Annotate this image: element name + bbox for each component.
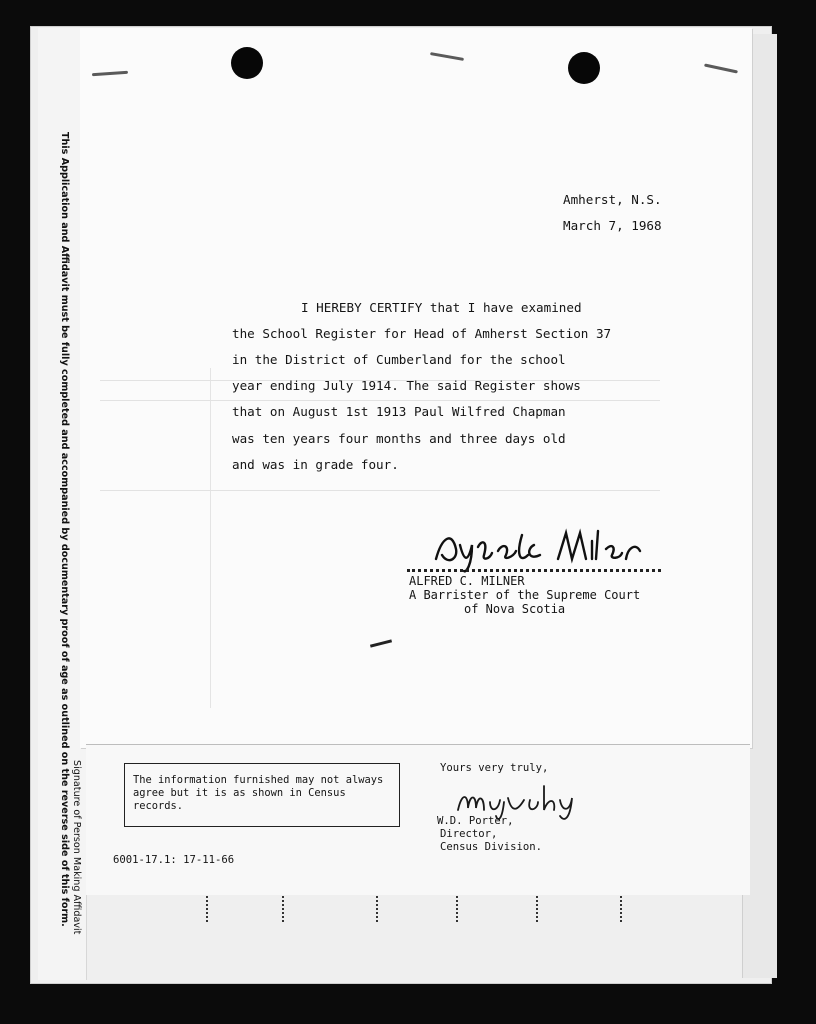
signer-title: A Barrister of the Supreme Court	[409, 588, 641, 602]
signer-title-jurisdiction: of Nova Scotia	[464, 602, 566, 616]
closing-salutation: Yours very truly,	[440, 762, 549, 774]
director-name: W.D. Porter,	[437, 815, 514, 827]
punch-hole-right	[568, 52, 600, 84]
barrister-signature	[430, 515, 680, 575]
punch-hole-left	[231, 47, 263, 79]
form-number: 6001-17.1: 17-11-66	[113, 854, 235, 866]
certificate-line: in the District of Cumberland for the school	[232, 352, 566, 367]
certificate-line: I HEREBY CERTIFY that I have examined	[301, 300, 582, 315]
signature-line	[407, 569, 661, 572]
certificate-line: was ten years four months and three days old	[232, 431, 566, 446]
signer-name: ALFRED C. MILNER	[409, 574, 525, 588]
certificate-line: and was in grade four.	[232, 457, 399, 472]
letter-place: Amherst, N.S.	[563, 192, 662, 207]
certificate-line: that on August 1st 1913 Paul Wilfred Chapman	[232, 404, 566, 419]
affidavit-signature-label: Signature of Person Making Affidavit	[71, 760, 82, 935]
census-information-notice: The information furnished may not always agree but it is as shown in Census records.	[124, 763, 400, 827]
affidavit-form-columns	[86, 894, 750, 934]
affidavit-instruction-text: This Application and Affidavit must be fully completed and accompanied by documentary proof of age as outlined on the reverse side of this form.	[59, 132, 70, 927]
director-signature	[452, 780, 592, 820]
director-division: Census Division.	[440, 841, 543, 853]
letter-date: March 7, 1968	[563, 218, 662, 233]
certificate-line: the School Register for Head of Amherst Section 37	[232, 326, 612, 341]
certificate-line: year ending July 1914. The said Register shows	[232, 378, 581, 393]
director-title: Director,	[440, 828, 498, 840]
